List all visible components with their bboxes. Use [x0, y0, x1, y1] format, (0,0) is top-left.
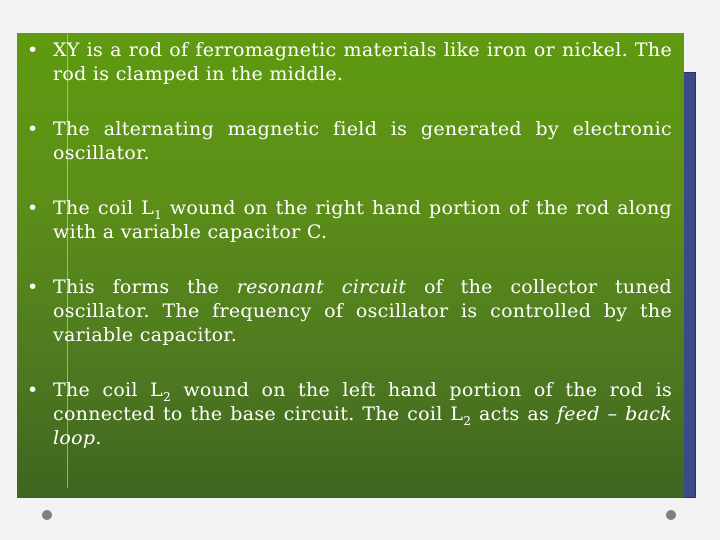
bullet-dot-icon: [27, 275, 53, 299]
bullet-text: of the collector tuned oscillator. The frequency of oscillator is controlled by the variable capacitor.: [53, 276, 673, 346]
bullet-item-3: [27, 196, 672, 244]
bullet-text: This forms the: [53, 276, 237, 298]
bullet-text: The alternating magnetic field is generated by electronic oscillator.: [53, 118, 672, 164]
bullet-text: acts as: [471, 403, 557, 425]
footer-dot-right-icon: [666, 510, 676, 520]
bullet-item-5: [27, 378, 672, 450]
bullet-item-1: [27, 38, 672, 86]
subscript: 2: [463, 413, 472, 428]
bullet-dot-icon: [27, 196, 53, 220]
bullet-dot-icon: [27, 117, 53, 141]
bullet-text: The coil L: [53, 379, 164, 401]
bullet-item-2: [27, 117, 672, 165]
bullet-text: wound on the right hand portion of the rod along with a variable capacitor C.: [53, 197, 672, 243]
bullet-list: [27, 38, 672, 450]
subscript: 1: [154, 207, 163, 222]
bullet-text: wound on the left hand portion of the rod is connected to the base circuit. The coil L: [53, 379, 672, 425]
footer-dot-left-icon: [42, 510, 52, 520]
bullet-text: .: [95, 427, 102, 449]
bullet-text: XY is a rod of ferromagnetic materials like iron or nickel. The rod is clamped in the middle.: [53, 39, 672, 85]
emphasis-text: feed – back loop: [53, 403, 672, 449]
bullet-item-4: [27, 275, 672, 347]
bullet-dot-icon: [27, 38, 53, 62]
emphasis-text: resonant circuit: [236, 276, 407, 298]
bullet-text: The coil L: [53, 197, 155, 219]
bullet-dot-icon: [27, 378, 53, 402]
subscript: 2: [163, 389, 171, 404]
